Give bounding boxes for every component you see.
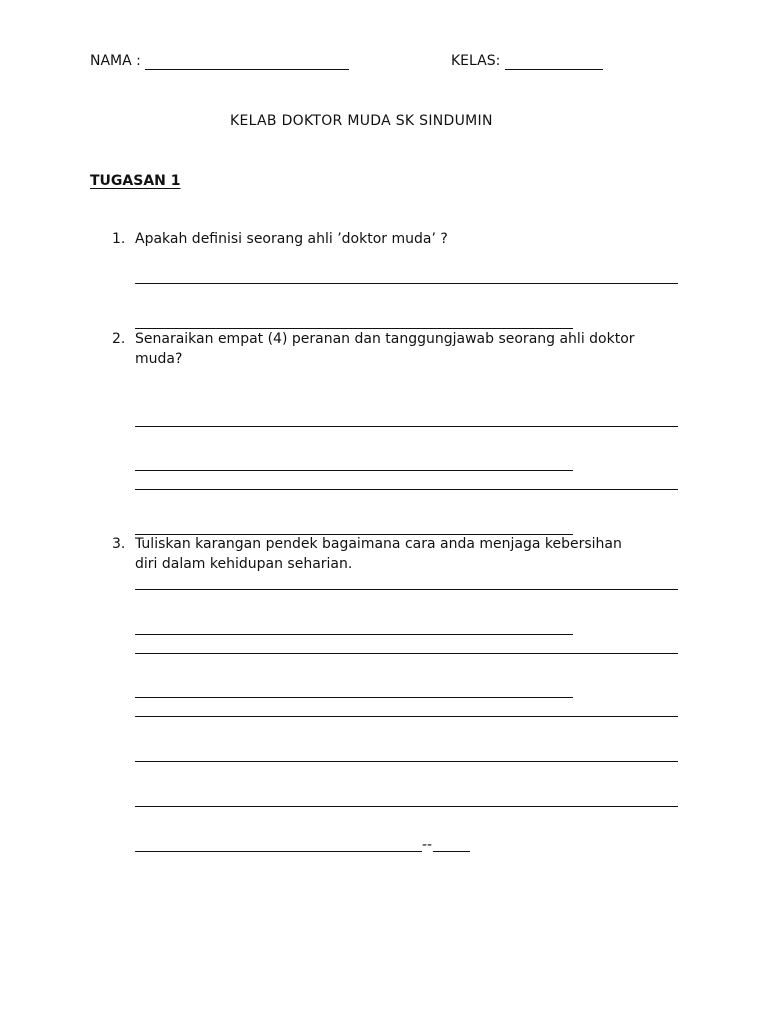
answer-line[interactable]: [135, 761, 678, 762]
nama-label: NAMA :: [90, 53, 141, 69]
answer-line[interactable]: [135, 489, 678, 490]
answer-line[interactable]: [433, 851, 470, 852]
nama-answer-line[interactable]: [145, 69, 349, 70]
section-heading: TUGASAN 1: [90, 173, 181, 189]
answer-line[interactable]: [135, 716, 678, 717]
kelas-label: KELAS:: [451, 53, 501, 69]
question-3-text-line-2: diri dalam kehidupan seharian.: [135, 556, 353, 572]
question-3-number: 3.: [112, 536, 126, 552]
question-2-text-line-1: Senaraikan empat (4) peranan dan tanggungjawab seorang ahli doktor: [135, 331, 635, 347]
question-3-text-line-1: Tuliskan karangan pendek bagaimana cara anda menjaga kebersihan: [135, 536, 622, 552]
question-2-number: 2.: [112, 331, 126, 347]
question-1-text: Apakah definisi seorang ahli ’doktor muda’ ?: [135, 231, 448, 247]
answer-line[interactable]: [135, 851, 422, 852]
answer-line[interactable]: [135, 470, 573, 471]
footer-marker: --: [422, 837, 433, 853]
kelas-answer-line[interactable]: [505, 69, 603, 70]
answer-line[interactable]: [135, 426, 678, 427]
answer-line[interactable]: [135, 653, 678, 654]
question-1-number: 1.: [112, 231, 126, 247]
answer-line[interactable]: [135, 283, 678, 284]
answer-line[interactable]: [135, 697, 573, 698]
page-title: KELAB DOKTOR MUDA SK SINDUMIN: [230, 113, 493, 129]
answer-line[interactable]: [135, 806, 678, 807]
answer-line[interactable]: [135, 589, 678, 590]
question-2-text-line-2: muda?: [135, 351, 183, 367]
answer-line[interactable]: [135, 634, 573, 635]
